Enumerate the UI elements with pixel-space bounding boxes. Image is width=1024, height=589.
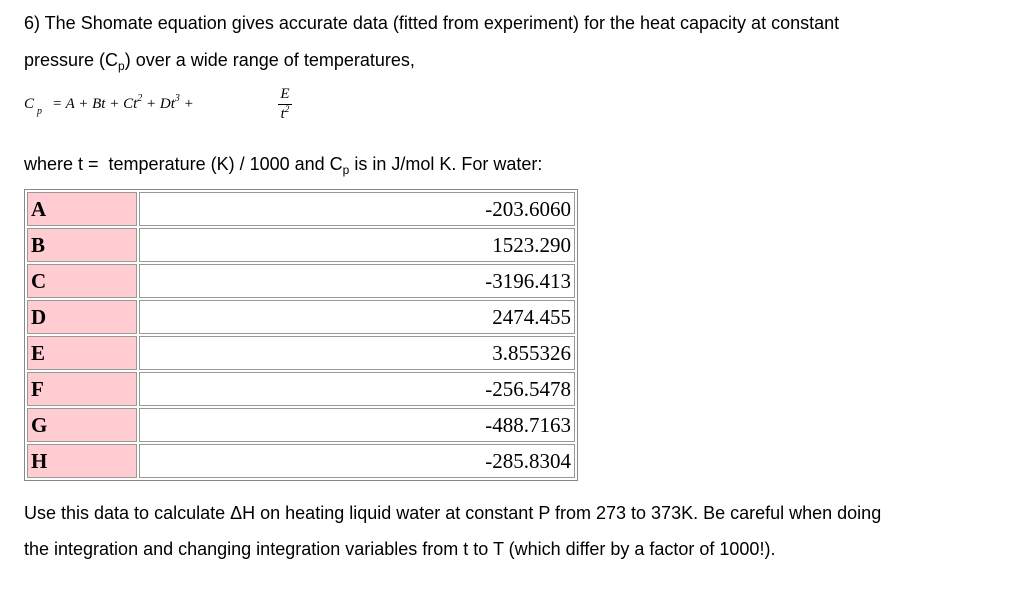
table-row [27, 228, 575, 262]
coefficient-value: -488.7163 [139, 408, 575, 442]
coefficient-label: H [27, 444, 137, 478]
shomate-equation [24, 86, 344, 136]
fraction-numerator: E [280, 86, 290, 102]
fraction-exponent: 2 [284, 104, 290, 114]
table-row [27, 408, 575, 442]
equation-terms-b: + Dt [142, 96, 175, 112]
fraction-denominator [278, 106, 292, 123]
equation-fraction [278, 86, 292, 123]
intro-text-end: ) over a wide range of temperatures, [124, 50, 415, 70]
coefficient-value: -203.6060 [139, 192, 575, 226]
coefficient-value: 2474.455 [139, 300, 575, 334]
coefficient-label: B [27, 228, 137, 262]
table-row [27, 372, 575, 406]
where-text [24, 153, 542, 177]
coefficient-value: 1523.290 [139, 228, 575, 262]
table-row [27, 336, 575, 370]
where-text-end: is in J/mol K. For water: [349, 154, 543, 174]
instruction-text-line-2: the integration and changing integration variables from t to T (which differ by a factor of 1000!). [24, 539, 776, 559]
exponent-3: 3 [174, 93, 180, 104]
subscript-p: p [118, 59, 125, 73]
intro-text: pressure (C [24, 50, 119, 70]
question-text-line-1: 6) The Shomate equation gives accurate data (fitted from experiment) for the heat capacity at constant [24, 13, 840, 33]
equation-lhs: C [24, 96, 35, 112]
table-row [27, 192, 575, 226]
coefficient-label: E [27, 336, 137, 370]
exponent-2: 2 [137, 93, 143, 104]
where-subscript-p: p [342, 163, 350, 177]
coefficient-label: C [27, 264, 137, 298]
coefficient-label: G [27, 408, 137, 442]
where-text-start: where t = temperature (K) / 1000 and C [24, 154, 343, 174]
instruction-text-line-1: Use this data to calculate ΔH on heating liquid water at constant P from 273 to 373K. Be careful when doing [24, 503, 882, 523]
coefficient-value: -285.8304 [139, 444, 575, 478]
coefficient-value: -3196.413 [139, 264, 575, 298]
coefficient-label: D [27, 300, 137, 334]
coefficient-value: 3.855326 [139, 336, 575, 370]
coefficient-label: F [27, 372, 137, 406]
table-row [27, 264, 575, 298]
table-row [27, 444, 575, 478]
fraction-denominator-var: t [280, 106, 285, 122]
table-row [27, 300, 575, 334]
equation-terms-a: = A + Bt + Ct [52, 96, 138, 112]
equation-terms-c: + [179, 96, 194, 112]
coefficient-label: A [27, 192, 137, 226]
coefficient-table [24, 189, 578, 481]
equation-lhs-subscript: p [37, 106, 43, 117]
question-text-line-2 [24, 49, 415, 73]
coefficient-value: -256.5478 [139, 372, 575, 406]
